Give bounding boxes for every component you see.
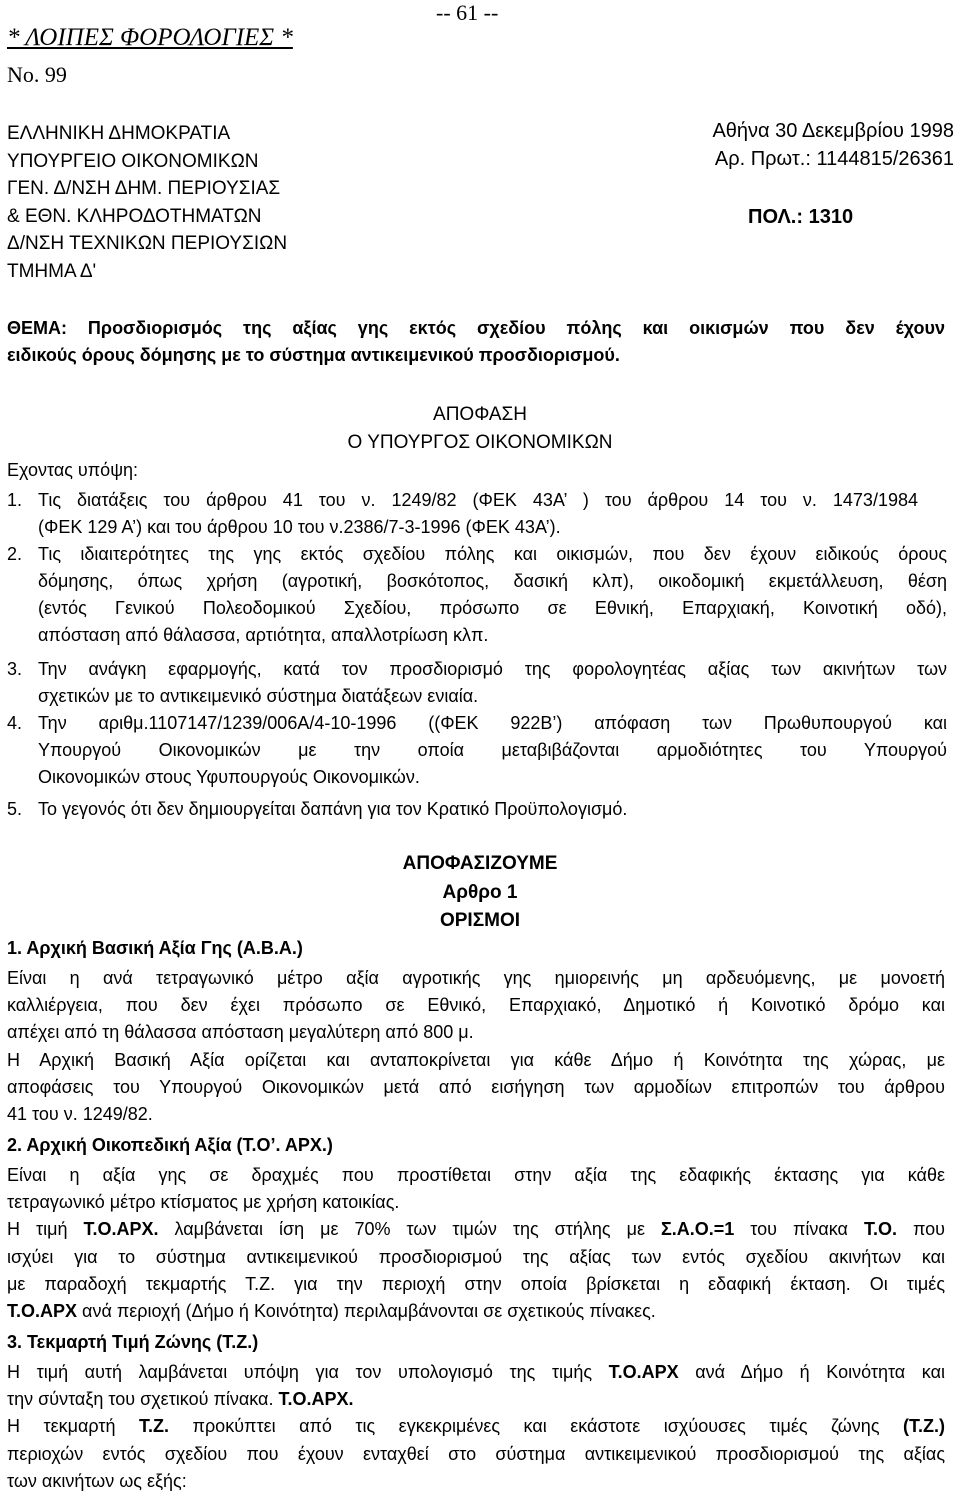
paragraph-line: ισχύει για το σύστημα αντικειμενικού προσδιορισμού της αξίας των εντός σχεδίου ακινήτων και — [7, 1246, 945, 1267]
paragraph-line: τετραγωνικό μέτρο κτίσματος με χρήση κατοικίας. — [7, 1192, 400, 1213]
paragraph-line — [7, 1413, 945, 1440]
text: ανά Δήμο ή Κοινότητα και — [678, 1362, 945, 1382]
term: Τ.Ο.ΑΡΧ — [608, 1362, 679, 1382]
consideration-item — [7, 541, 947, 649]
paragraph-line: των ακινήτων ως εξής: — [7, 1470, 187, 1491]
consideration-line: (εντός Γενικού Πολεοδομικού Σχεδίου, πρόσωπο σε Εθνική, Επαρχιακή, Κοινοτική οδό), — [38, 598, 947, 618]
paragraph-line: Είναι η ανά τετραγωνικό μέτρο αξία αγροτικής γης ημιορεινής μη αρδευόμενης, με μονοετή — [7, 968, 945, 988]
decision-title: ΑΠΟΦΑΣΗ — [433, 404, 527, 425]
text: προκύπτει από τις εγκεκριμένες και εκάστοτε ισχύουσες τιμές ζώνης — [169, 1416, 903, 1437]
paragraph-line: αποφάσεις του Υπουργού Οικονομικών μετά από εισήγηση των αρμοδίων επιτροπών του άρθρου — [7, 1076, 945, 1097]
consideration-item — [7, 487, 947, 541]
consideration-line: Την αριθμ.1107147/1239/006Α/4-10-1996 ((ΦΕΚ 922Β’) απόφαση των Πρωθυπουργού και — [38, 713, 947, 733]
consideration-line: (ΦΕΚ 129 Α’) και του άρθρου 10 του ν.2386/7-3-1996 (ΦΕΚ 43Α’). — [38, 517, 561, 537]
paragraph-line — [7, 1216, 945, 1243]
text: Η τεκμαρτή — [7, 1416, 140, 1437]
issuer-line: ΕΛΛΗΝΙΚΗ ΔΗΜΟΚΡΑΤΙΑ — [7, 123, 231, 144]
paragraph-line — [7, 1359, 945, 1386]
consideration-number: 4. — [7, 713, 23, 733]
text: του πίνακα — [734, 1219, 864, 1240]
paragraph-line — [7, 1298, 945, 1325]
minister-title: Ο ΥΠΟΥΡΓΟΣ ΟΙΚΟΝΟΜΙΚΩΝ — [347, 432, 613, 453]
article-number: Αρθρο 1 — [442, 882, 518, 903]
term: Τ.Ο.ΑΡΧ. — [278, 1389, 354, 1410]
consideration-line: Την ανάγκη εφαρμογής, κατά τον προσδιορισμό της φορολογητέας αξίας των ακινήτων των — [38, 659, 947, 679]
text: την σύνταξη του σχετικού πίνακα. — [7, 1389, 279, 1410]
subject-line: ειδικούς όρους δόμησης με το σύστημα αντικειμενικού προσδιορισμού. — [7, 345, 620, 365]
article-title: ΟΡΙΣΜΟΙ — [439, 910, 521, 931]
page-number: -- 61 -- — [436, 0, 499, 25]
issuer-line: ΤΜΗΜΑ Δ' — [7, 260, 97, 282]
section-heading: 3. Τεκμαρτή Τιμή Ζώνης (Τ.Ζ.) — [7, 1332, 259, 1352]
paragraph-line: απέχει από τη θάλασσα απόσταση μεγαλύτερη από 800 μ. — [7, 1022, 474, 1043]
consideration-line: Υπουργού Οικονομικών με την οποία μεταβιβάζονται αρμοδιότητες του Υπουργού — [38, 740, 947, 760]
paragraph-line: Είναι η αξία γης σε δραχμές που προστίθεται στην αξία της εδαφικής έκτασης για κάθε — [7, 1165, 945, 1185]
pol-number: ΠΟΛ.: 1310 — [748, 206, 854, 228]
text: λαμβάνεται ίση με 70% των τιμών της στήλης με — [158, 1219, 661, 1240]
paragraph-line: περιοχών εντός σχεδίου που έχουν ενταχθεί στο σύστημα αντικειμενικού προσδιορισμού της αξίας — [7, 1443, 945, 1464]
section-heading: 2. Αρχική Οικοπεδική Αξία (Τ.Ο’. ΑΡΧ.) — [7, 1135, 333, 1155]
consideration-item — [7, 656, 947, 710]
section-heading: 1. Αρχική Βασική Αξία Γης (Α.Β.Α.) — [7, 938, 303, 958]
issuer-line: ΥΠΟΥΡΓΕΙΟ ΟΙΚΟΝΟΜΙΚΩΝ — [7, 150, 259, 172]
subject-line: ΘΕΜΑ: Προσδιορισμός της αξίας γης εκτός σχεδίου πόλης και οικισμών που δεν έχουν — [7, 318, 945, 338]
term: Τ.Ο.ΑΡΧ — [7, 1301, 78, 1322]
text: Η τιμή αυτή λαμβάνεται υπόψη για τον υπολογισμό της τιμής — [7, 1362, 609, 1382]
paragraph-line: 41 του ν. 1249/82. — [7, 1104, 153, 1125]
paragraph-line: με παραδοχή τεκμαρτής Τ.Ζ. για την περιοχή στην οποία βρίσκεται η εδαφική έκταση. Οι τιμές — [7, 1273, 945, 1294]
text: Η τιμή — [7, 1219, 84, 1240]
term: Τ.Ο. — [863, 1219, 897, 1240]
issuer-block — [7, 120, 287, 285]
consideration-item — [7, 796, 947, 823]
issuer-line: Δ/ΝΣΗ ΤΕΧΝΙΚΩΝ ΠΕΡΙΟΥΣΙΩΝ — [7, 233, 288, 254]
paragraph-line: καλλιέργεια, που δεν έχει πρόσωπο σε Εθνικό, Επαρχιακό, Δημοτικό ή Κοινοτικό δρόμο και — [7, 995, 945, 1016]
consideration-number: 1. — [7, 490, 23, 510]
protocol-number: Αρ. Πρωτ.: 1144815/26361 — [714, 148, 954, 170]
consideration-line: Οικονομικών στους Υφυπουργούς Οικονομικών. — [38, 767, 420, 787]
subject — [7, 315, 945, 369]
category-title: * ΛΟΙΠΕΣ ΦΟΡΟΛΟΓΙΕΣ * — [7, 24, 293, 51]
issuer-line: ΓΕΝ. Δ/ΝΣΗ ΔΗΜ. ΠΕΡΙΟΥΣΙΑΣ — [7, 178, 281, 199]
term: (Τ.Ζ.) — [902, 1416, 945, 1437]
document-date: Αθήνα 30 Δεκεμβρίου 1998 — [712, 120, 954, 142]
section-paragraph — [7, 1359, 945, 1495]
consideration-item — [7, 710, 947, 791]
text: ανά περιοχή (Δήμο ή Κοινότητα) περιλαμβάνονται σε σχετικούς πίνακες. — [77, 1301, 656, 1322]
consideration-line: Τις ιδιαιτερότητες της γης εκτός σχεδίου πόλης και οικισμών, που δεν έχουν ειδικούς όρους — [38, 544, 947, 564]
text: που — [896, 1219, 945, 1240]
considering-label: Εχοντας υπόψη: — [7, 460, 139, 480]
term: Σ.Α.Ο.=1 — [660, 1219, 735, 1240]
term: Τ.Ο.ΑΡΧ. — [83, 1219, 159, 1240]
consideration-line: δόμησης, όπως χρήση (αγροτική, βοσκότοπος, δασική κλπ), οικοδομική εκμετάλλευση, θέση — [38, 571, 947, 591]
section-paragraph — [7, 965, 945, 1128]
consideration-line: σχετικών με το αντικειμενικό σύστημα διατάξεων ενιαία. — [38, 686, 479, 706]
consideration-number: 2. — [7, 544, 23, 564]
paragraph-line — [7, 1386, 945, 1413]
consideration-line: Τις διατάξεις του άρθρου 41 του ν. 1249/82 (ΦΕΚ 43Α’ ) του άρθρου 14 του ν. 1473/1984 — [38, 490, 918, 510]
consideration-number: 5. — [7, 799, 23, 819]
consideration-line: Το γεγονός ότι δεν δημιουργείται δαπάνη για τον Κρατικό Προϋπολογισμό. — [38, 799, 628, 819]
consideration-line: απόσταση από θάλασσα, αρτιότητα, απαλλοτρίωση κλπ. — [38, 625, 489, 645]
issuer-line: & ΕΘΝ. ΚΛΗΡΟΔΟΤΗΜΑΤΩΝ — [7, 205, 262, 227]
consideration-number: 3. — [7, 659, 23, 679]
document-number: No. 99 — [7, 62, 67, 87]
decide-title: ΑΠΟΦΑΣΙΖΟΥΜΕ — [402, 853, 558, 874]
section-paragraph — [7, 1162, 945, 1325]
paragraph-line: Η Αρχική Βασική Αξία ορίζεται και ανταποκρίνεται για κάθε Δήμο ή Κοινότητα της χώρας, με — [7, 1049, 945, 1070]
term: Τ.Ζ. — [139, 1416, 170, 1437]
